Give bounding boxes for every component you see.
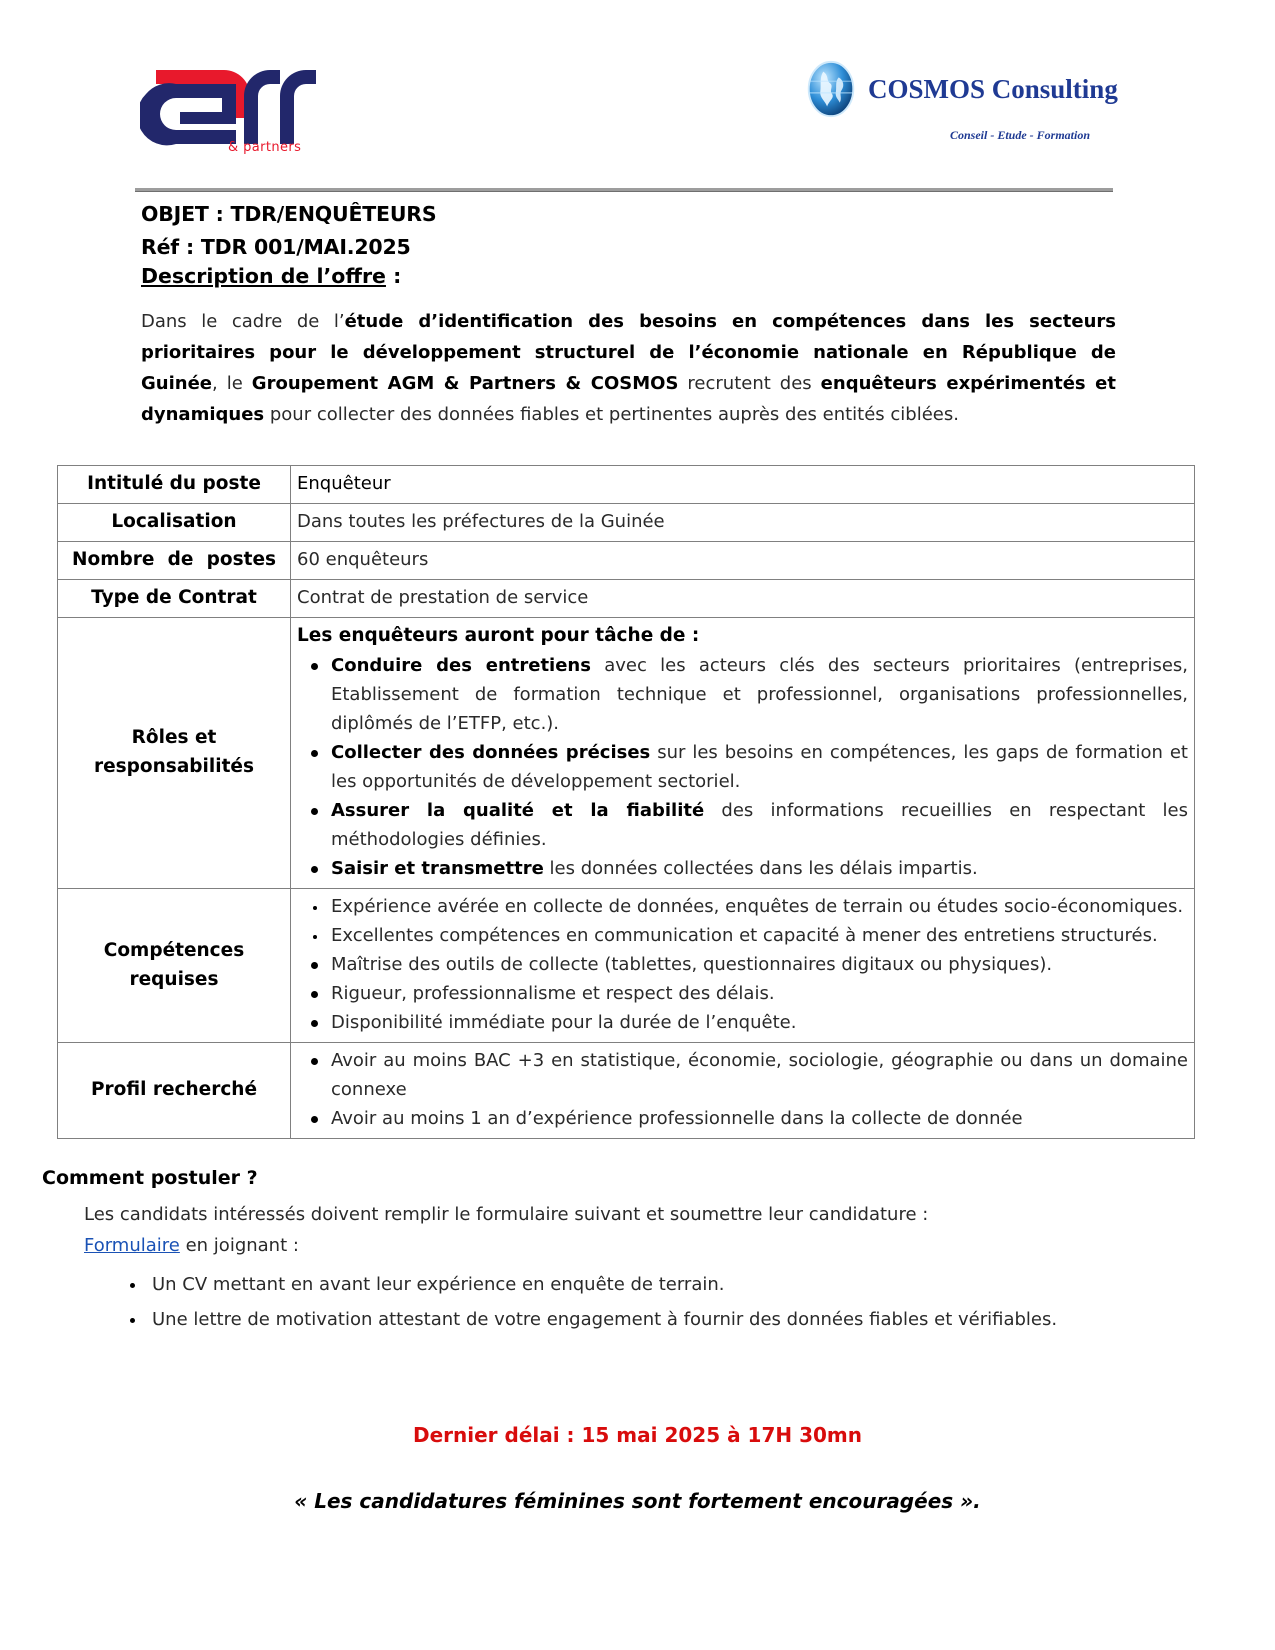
document-intro-block <box>0 198 1275 430</box>
document-header <box>0 0 1275 180</box>
list-item: Excellentes compétences en communication et capacité à mener des entretiens structurés. <box>297 921 1188 950</box>
row-label-type-contrat: Type de Contrat <box>58 580 291 618</box>
roles-bullet-list <box>297 651 1188 883</box>
row-value-localisation: Dans toutes les préfectures de la Guinée <box>291 504 1195 542</box>
role-bold-2: Assurer la qualité et la fiabilité <box>331 800 705 821</box>
cosmos-logo-tagline: Conseil - Etude - Formation <box>950 128 1091 142</box>
deadline-notice: Dernier délai : 15 mai 2025 à 17H 30mn <box>412 1423 862 1447</box>
row-value-type-contrat: Contrat de prestation de service <box>291 580 1195 618</box>
header-divider <box>135 188 1113 192</box>
profil-bullet-list <box>297 1046 1188 1133</box>
list-item <box>297 854 1188 883</box>
agm-logo-tagline: & partners <box>228 140 302 155</box>
apply-paragraph: Les candidats intéressés doivent remplir le formulaire suivant et soumettre leur candidature : <box>84 1204 929 1225</box>
row-value-profil <box>291 1043 1195 1139</box>
apply-heading: Comment postuler ? <box>42 1167 258 1189</box>
row-label-intitule: Intitulé du poste <box>58 466 291 504</box>
table-row-competences <box>58 889 1195 1043</box>
objet-line: OBJET : TDR/ENQUÊTEURS <box>141 202 437 226</box>
intro-bold-1: étude d’identification des besoins en compétences dans les secteurs prioritaires pour le développement structurel de l’économie nationale en République de Guinée <box>141 311 1116 394</box>
row-value-intitule: Enquêteur <box>291 466 1195 504</box>
row-value-nombre-postes: 60 enquêteurs <box>291 542 1195 580</box>
list-item: Un CV mettant en avant leur expérience en enquête de terrain. <box>112 1267 1142 1302</box>
role-rest-3: les données collectées dans les délais impartis. <box>543 858 978 879</box>
row-label-localisation: Localisation <box>58 504 291 542</box>
list-item: Avoir au moins BAC +3 en statistique, économie, sociologie, géographie ou dans un domaine connexe <box>297 1046 1188 1104</box>
row-label-competences: Compétences requises <box>58 889 291 1043</box>
role-rest-2: des informations recueillies en respectant les méthodologies définies. <box>331 800 1189 850</box>
globe-icon <box>800 58 862 120</box>
intro-bold-2: Groupement AGM & Partners & COSMOS <box>251 373 679 394</box>
table-row <box>58 504 1195 542</box>
encouragement-notice: « Les candidatures féminines sont fortement encouragées ». <box>294 1489 981 1513</box>
how-to-apply-section <box>42 1163 1232 1337</box>
list-item <box>297 651 1188 738</box>
intro-text-1: Dans le cadre de l’ <box>141 311 345 332</box>
list-item <box>297 796 1188 854</box>
roles-title: Les enquêteurs auront pour tâche de : <box>297 625 700 646</box>
table-row-profil <box>58 1043 1195 1139</box>
apply-link-line <box>84 1230 1232 1261</box>
competences-bullet-list <box>297 892 1188 1037</box>
row-value-roles <box>291 618 1195 889</box>
role-bold-0: Conduire des entretiens <box>331 655 591 676</box>
cosmos-logo-name: COSMOS Consulting <box>868 73 1118 104</box>
description-colon: : <box>385 264 402 288</box>
intro-text-3: recrutent des <box>678 373 821 394</box>
role-bold-3: Saisir et transmettre <box>331 858 544 879</box>
table-row <box>58 542 1195 580</box>
table-row-roles <box>58 618 1195 889</box>
list-item: Expérience avérée en collecte de données, enquêtes de terrain ou études socio-économiques. <box>297 892 1188 921</box>
table-row <box>58 466 1195 504</box>
apply-link-rest: en joignant : <box>179 1235 299 1256</box>
formulaire-link[interactable]: Formulaire <box>84 1235 180 1256</box>
intro-text-4: pour collecter des données fiables et pertinentes auprès des entités ciblées. <box>264 404 959 425</box>
row-value-competences <box>291 889 1195 1043</box>
list-item <box>297 738 1188 796</box>
table-row <box>58 580 1195 618</box>
intro-text-2: , le <box>212 373 252 394</box>
row-label-roles: Rôles et responsabilités <box>58 618 291 889</box>
list-item: Une lettre de motivation attestant de votre engagement à fournir des données fiables et vérifiables. <box>112 1302 1142 1337</box>
ref-line: Réf : TDR 001/MAI.2025 <box>141 235 411 259</box>
role-rest-1: sur les besoins en compétences, les gaps de formation et les opportunités de développement sectoriel. <box>331 742 1188 792</box>
row-label-nombre-postes: Nombre de postes <box>58 542 291 580</box>
role-bold-1: Collecter des données précises <box>331 742 651 763</box>
list-item: Rigueur, professionnalisme et respect des délais. <box>297 979 1188 1008</box>
job-details-table <box>57 465 1195 1139</box>
description-label: Description de l’offre <box>141 264 386 288</box>
list-item: Disponibilité immédiate pour la durée de l’enquête. <box>297 1008 1188 1037</box>
list-item: Maîtrise des outils de collecte (tablettes, questionnaires digitaux ou physiques). <box>297 950 1188 979</box>
apply-requirements-list <box>42 1267 1142 1337</box>
cosmos-consulting-logo <box>800 58 1120 168</box>
row-label-profil: Profil recherché <box>58 1043 291 1139</box>
intro-paragraph <box>141 306 1116 430</box>
agm-partners-logo <box>140 48 440 168</box>
list-item: Avoir au moins 1 an d’expérience professionnelle dans la collecte de donnée <box>297 1104 1188 1133</box>
intro-bold-3: enquêteurs expérimentés et dynamiques <box>141 373 1116 425</box>
description-heading <box>141 264 1275 288</box>
role-rest-0: avec les acteurs clés des secteurs prioritaires (entreprises, Etablissement de formation technique et professionnel, organisations professionnelles, diplômés de l’ETFP, etc.). <box>331 655 1188 734</box>
